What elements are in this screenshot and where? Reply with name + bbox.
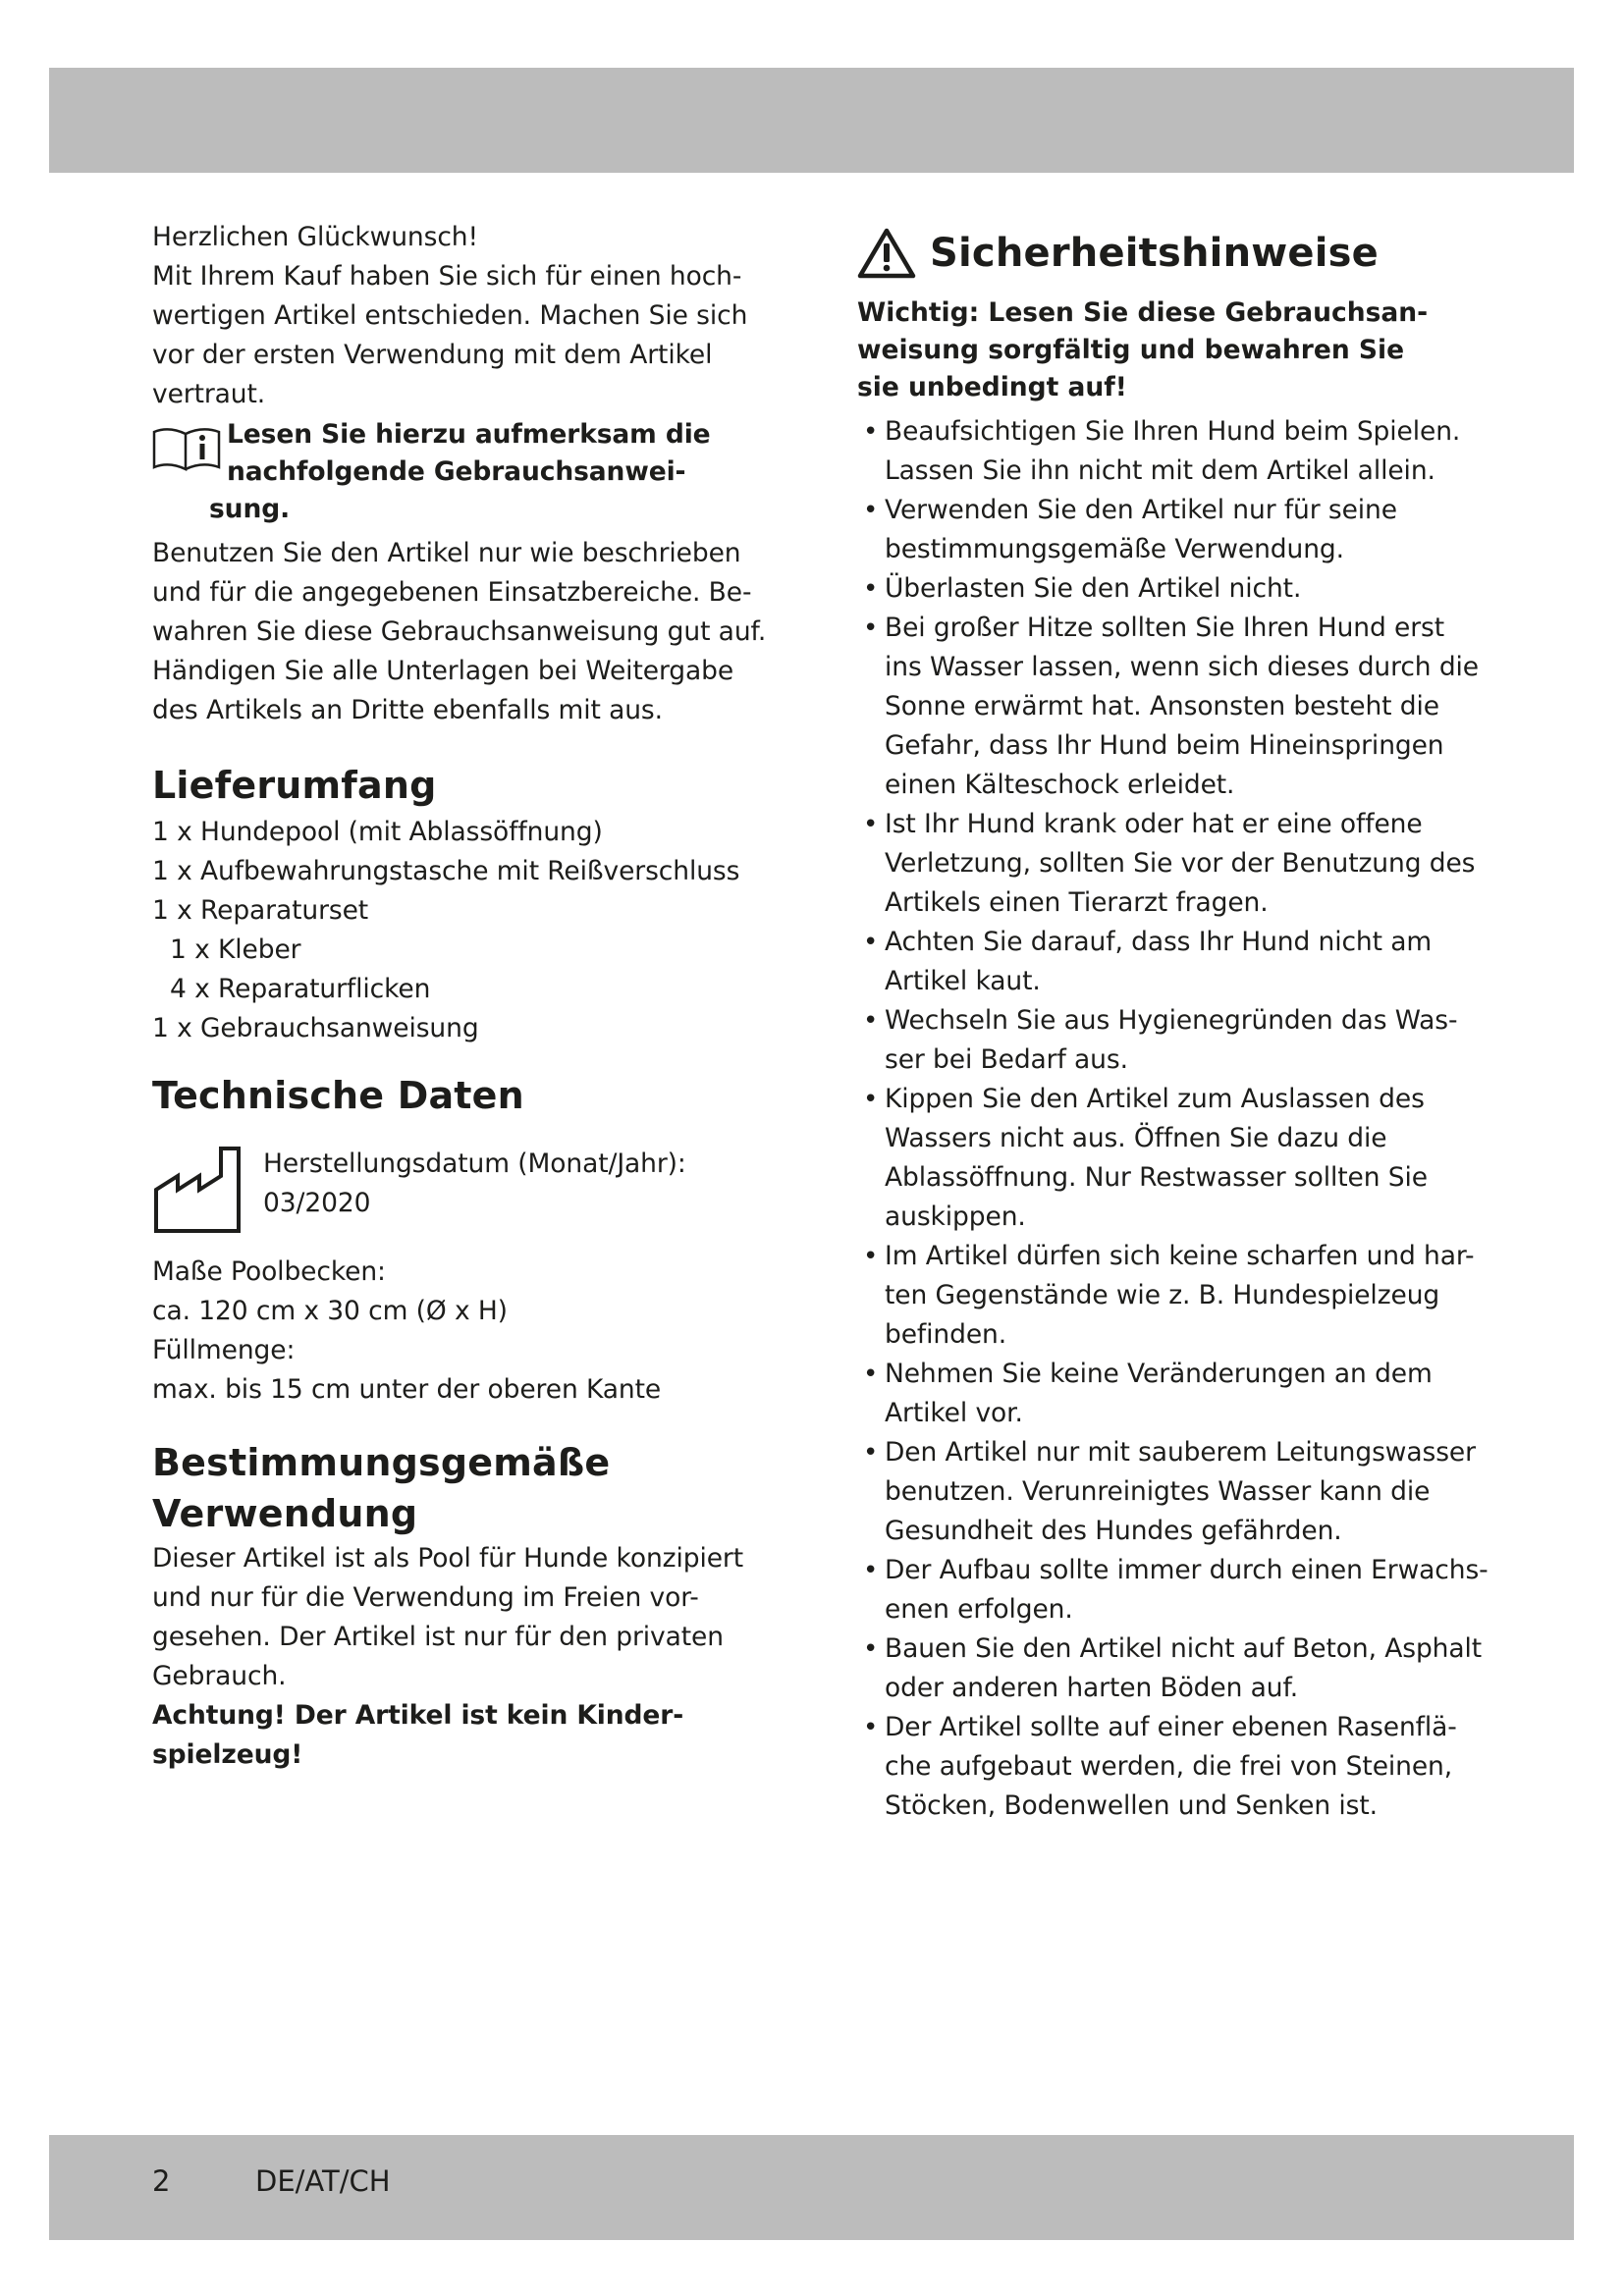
text-line: Mit Ihrem Kauf haben Sie sich für einen hoch- [152, 261, 742, 292]
read-instructions-hint [152, 416, 781, 528]
greeting-paragraph [152, 218, 781, 414]
text-line: wahren Sie diese Gebrauchsanweisung gut auf. [152, 616, 767, 647]
text-line: Herzlichen Glückwunsch! [152, 222, 479, 252]
text-line: Wassers nicht aus. Öffnen Sie dazu die [885, 1123, 1387, 1153]
text-line: Ablassöffnung. Nur Restwasser sollten Sie [885, 1162, 1428, 1193]
text-line: enen erfolgen. [885, 1594, 1073, 1625]
text-line: sie unbedingt auf! [857, 372, 1127, 402]
info-book-icon [151, 424, 222, 473]
left-column [152, 218, 781, 1775]
text-line: einen Kälteschock erleidet. [885, 770, 1235, 800]
page-number: 2 [152, 2164, 171, 2198]
text-line: vor der ersten Verwendung mit dem Artikel [152, 340, 713, 370]
list-item: 1 x Kleber [170, 934, 301, 965]
text-line: Achtung! Der Artikel ist kein Kinder- [152, 1700, 684, 1731]
fill-value: max. bis 15 cm unter der oberen Kante [152, 1374, 662, 1405]
dims-label: Maße Poolbecken: [152, 1256, 386, 1287]
text-line: • Im Artikel dürfen sich keine scharfen und har- [885, 1241, 1475, 1271]
text-line: auskippen. [885, 1201, 1026, 1232]
heading-line: Bestimmungsgemäße [152, 1441, 611, 1484]
text-line: Gefahr, dass Ihr Hund beim Hineinspringen [885, 730, 1444, 761]
text-line: ten Gegenstände wie z. B. Hundespielzeug [885, 1280, 1440, 1310]
text-line: Händigen Sie alle Unterlagen bei Weitergabe [152, 656, 734, 686]
warning-triangle-icon [857, 227, 916, 280]
text-line: Sonne erwärmt hat. Ansonsten besteht die [885, 691, 1439, 721]
safety-item [857, 805, 1486, 923]
text-line: Stöcken, Bodenwellen und Senken ist. [885, 1790, 1378, 1821]
safety-item [857, 1433, 1486, 1551]
text-line: Wichtig: Lesen Sie diese Gebrauchsan- [857, 297, 1429, 328]
text-line: Benutzen Sie den Artikel nur wie beschrieben [152, 538, 741, 568]
text-line: • Bei großer Hitze sollten Sie Ihren Hund erst [885, 613, 1445, 643]
text-line: spielzeug! [152, 1739, 303, 1770]
text-line: • Ist Ihr Hund krank oder hat er eine offene [885, 809, 1423, 839]
region-label: DE/AT/CH [255, 2164, 391, 2198]
text-line: und nur für die Verwendung im Freien vor- [152, 1582, 699, 1613]
scope-heading: Lieferumfang [152, 764, 437, 807]
manufacture-label: Herstellungsdatum (Monat/Jahr): [263, 1148, 686, 1179]
safety-item [857, 1355, 1486, 1433]
attention-note [152, 1696, 781, 1775]
safety-heading-row [857, 224, 1486, 283]
hint-line: nachfolgende Gebrauchsanwei- [227, 456, 686, 487]
text-line: wertigen Artikel entschieden. Machen Sie sich [152, 300, 748, 331]
list-item: 1 x Reparaturset [152, 895, 369, 926]
text-line: • Überlasten Sie den Artikel nicht. [885, 573, 1302, 604]
text-line: • Kippen Sie den Artikel zum Auslassen des [885, 1084, 1425, 1114]
text-line: vertraut. [152, 379, 266, 409]
text-line: Lassen Sie ihn nicht mit dem Artikel allein. [885, 455, 1435, 486]
text-line: • Der Aufbau sollte immer durch einen Erwachs- [885, 1555, 1489, 1585]
text-line: Gesundheit des Hundes gefährden. [885, 1516, 1342, 1546]
list-item: 1 x Aufbewahrungstasche mit Reißverschluss [152, 856, 740, 886]
usage-paragraph [152, 534, 781, 730]
fill-label: Füllmenge: [152, 1335, 296, 1365]
list-item: 1 x Hundepool (mit Ablassöffnung) [152, 817, 603, 847]
text-line: Artikels einen Tierarzt fragen. [885, 887, 1269, 918]
safety-item [857, 1237, 1486, 1355]
text-line: • Den Artikel nur mit sauberem Leitungswasser [885, 1437, 1476, 1468]
text-line: • Verwenden Sie den Artikel nur für seine [885, 495, 1397, 525]
safety-item [857, 1551, 1489, 1629]
text-line: befinden. [885, 1319, 1007, 1350]
safety-item [857, 569, 1486, 609]
text-line: Verletzung, sollten Sie vor der Benutzung des [885, 848, 1476, 879]
text-line: gesehen. Der Artikel ist nur für den privaten [152, 1622, 724, 1652]
safety-intro [857, 294, 1486, 406]
text-line: benutzen. Verunreinigtes Wasser kann die [885, 1476, 1431, 1507]
text-line: • Beaufsichtigen Sie Ihren Hund beim Spielen. [885, 416, 1461, 447]
intended-use-paragraph [152, 1539, 781, 1696]
scope-list [152, 813, 781, 1048]
list-item: 4 x Reparaturflicken [170, 974, 431, 1004]
text-line: ser bei Bedarf aus. [885, 1044, 1128, 1075]
safety-heading: Sicherheitshinweise [930, 231, 1380, 276]
manufacture-info [152, 1135, 781, 1233]
manufacture-date: 03/2020 [263, 1188, 371, 1218]
tech-heading: Technische Daten [152, 1074, 524, 1117]
text-line: Artikel kaut. [885, 966, 1041, 996]
footer-bar [49, 2135, 1574, 2240]
safety-item [857, 1080, 1486, 1237]
safety-item [857, 1629, 1486, 1708]
intended-use-heading [152, 1437, 781, 1539]
header-bar [49, 68, 1574, 173]
text-line: weisung sorgfältig und bewahren Sie [857, 335, 1405, 365]
text-line: • Der Artikel sollte auf einer ebenen Rasenflä- [885, 1712, 1457, 1742]
heading-line: Verwendung [152, 1492, 418, 1535]
text-line: Gebrauch. [152, 1661, 287, 1691]
text-line: • Achten Sie darauf, dass Ihr Hund nicht am [885, 927, 1433, 957]
text-line: • Wechseln Sie aus Hygienegründen das Was- [885, 1005, 1458, 1036]
dimensions-block [152, 1253, 781, 1410]
safety-item [857, 491, 1486, 569]
text-line: bestimmungsgemäße Verwendung. [885, 534, 1344, 564]
safety-list [857, 412, 1489, 1826]
text-line: • Bauen Sie den Artikel nicht auf Beton, Asphalt [885, 1633, 1483, 1664]
factory-icon [152, 1145, 243, 1235]
text-line: und für die angegebenen Einsatzbereiche. Be- [152, 577, 752, 608]
text-line: Artikel vor. [885, 1398, 1023, 1428]
safety-item [857, 923, 1486, 1001]
text-line: Dieser Artikel ist als Pool für Hunde konzipiert [152, 1543, 743, 1574]
safety-item [857, 1708, 1486, 1826]
text-line: ins Wasser lassen, wenn sich dieses durch die [885, 652, 1480, 682]
right-column [857, 218, 1489, 1826]
text-line: des Artikels an Dritte ebenfalls mit aus. [152, 695, 663, 725]
safety-item [857, 609, 1486, 805]
safety-item [857, 1001, 1486, 1080]
hint-line: Lesen Sie hierzu aufmerksam die [227, 419, 711, 450]
safety-item [857, 412, 1486, 491]
hint-line: sung. [209, 494, 291, 524]
text-line: oder anderen harten Böden auf. [885, 1673, 1299, 1703]
text-line: • Nehmen Sie keine Veränderungen an dem [885, 1359, 1433, 1389]
list-item: 1 x Gebrauchsanweisung [152, 1013, 479, 1043]
dims-value: ca. 120 cm x 30 cm (Ø x H) [152, 1296, 508, 1326]
text-line: che aufgebaut werden, die frei von Steinen, [885, 1751, 1453, 1782]
